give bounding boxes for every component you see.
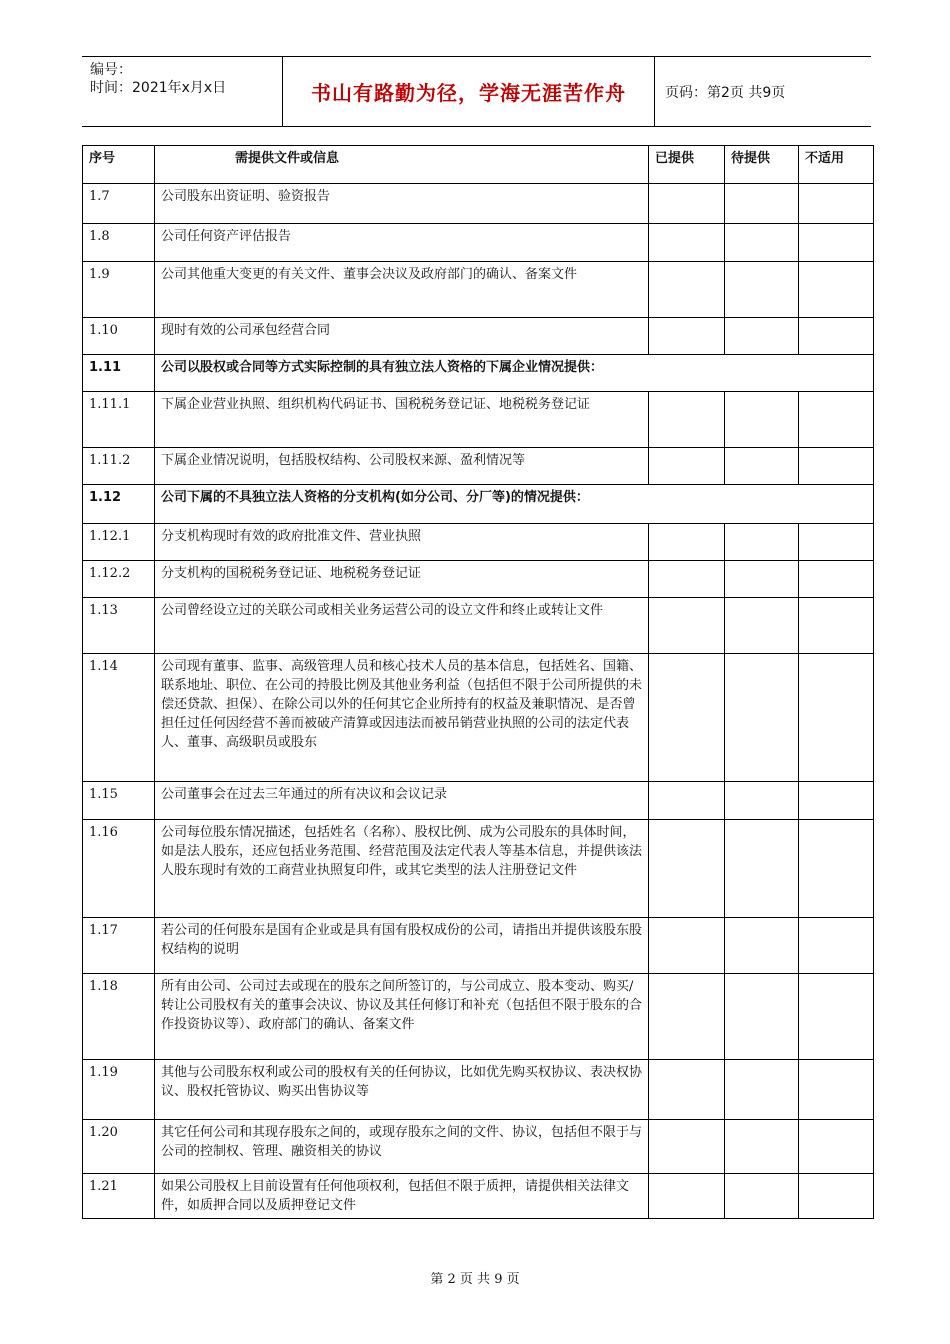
doc-number-label: 编号： [90, 62, 132, 78]
document-checklist-table [82, 145, 874, 1219]
row-description: 其它任何公司和其现存股东之间的，或现存股东之间的文件、协议，包括但不限于与公司的控制权、管理、融资相关的协议 [155, 1120, 649, 1174]
table-row [83, 224, 874, 262]
provided-cell[interactable] [649, 524, 725, 561]
section-title: 公司以股权或合同等方式实际控制的具有独立法人资格的下属企业情况提供： [155, 355, 874, 392]
pending-cell[interactable] [725, 820, 799, 918]
row-description: 现时有效的公司承包经营合同 [155, 318, 649, 355]
section-row [83, 355, 874, 392]
pending-cell[interactable] [725, 782, 799, 820]
table-row [83, 598, 874, 654]
row-description: 如果公司股权上目前设置有任何他项权利，包括但不限于质押，请提供相关法律文件，如质押合同以及质押登记文件 [155, 1174, 649, 1219]
page-footer: 第 2 页 共 9 页 [430, 1272, 520, 1287]
row-description: 分支机构的国税税务登记证、地税税务登记证 [155, 561, 649, 598]
row-number: 1.11.2 [83, 448, 155, 485]
column-header: 序号 [83, 146, 155, 184]
pending-cell[interactable] [725, 1120, 799, 1174]
row-description: 若公司的任何股东是国有企业或是具有国有股权成份的公司，请指出并提供该股东股权结构的说明 [155, 918, 649, 974]
row-description: 其他与公司股东权利或公司的股权有关的任何协议，比如优先购买权协议、表决权协议、股权托管协议、购买出售协议等 [155, 1060, 649, 1120]
row-description: 公司曾经设立过的关联公司或相关业务运营公司的设立文件和终止或转让文件 [155, 598, 649, 654]
table-row [83, 1174, 874, 1219]
provided-cell[interactable] [649, 918, 725, 974]
row-number: 1.8 [83, 224, 155, 262]
pending-cell[interactable] [725, 598, 799, 654]
provided-cell[interactable] [649, 782, 725, 820]
pending-cell[interactable] [725, 1060, 799, 1120]
not-applicable-cell[interactable] [799, 1174, 874, 1219]
provided-cell[interactable] [649, 1174, 725, 1219]
row-number: 1.12.2 [83, 561, 155, 598]
table-header-row [83, 146, 874, 184]
pending-cell[interactable] [725, 918, 799, 974]
pending-cell[interactable] [725, 1174, 799, 1219]
row-number: 1.7 [83, 184, 155, 224]
pending-cell[interactable] [725, 224, 799, 262]
table-row [83, 820, 874, 918]
row-number: 1.14 [83, 654, 155, 782]
not-applicable-cell[interactable] [799, 974, 874, 1060]
row-number: 1.13 [83, 598, 155, 654]
pending-cell[interactable] [725, 448, 799, 485]
row-description: 公司股东出资证明、验资报告 [155, 184, 649, 224]
not-applicable-cell[interactable] [799, 561, 874, 598]
table-row [83, 1120, 874, 1174]
table-row [83, 184, 874, 224]
not-applicable-cell[interactable] [799, 598, 874, 654]
row-number: 1.19 [83, 1060, 155, 1120]
column-header: 待提供 [725, 146, 799, 184]
row-description: 公司现有董事、监事、高级管理人员和核心技术人员的基本信息，包括姓名、国籍、联系地址、职位、在公司的持股比例及其他业务利益（包括但不限于公司所提供的未偿还贷款、担保）、在除公司以外的任何其它企业所持有的权益及兼职情况、是否曾担任过任何因经营不善而被破产清算或因违法而被吊销营业执照的公司的法定代表人、董事、高级职员或股东 [155, 654, 649, 782]
row-number: 1.10 [83, 318, 155, 355]
row-number: 1.17 [83, 918, 155, 974]
row-number: 1.11 [83, 355, 155, 392]
not-applicable-cell[interactable] [799, 184, 874, 224]
column-header: 需提供文件或信息 [155, 146, 649, 184]
pending-cell[interactable] [725, 392, 799, 448]
row-description: 下属企业情况说明，包括股权结构、公司股权来源、盈利情况等 [155, 448, 649, 485]
table-row [83, 561, 874, 598]
provided-cell[interactable] [649, 318, 725, 355]
row-description: 公司董事会在过去三年通过的所有决议和会议记录 [155, 782, 649, 820]
table-row [83, 1060, 874, 1120]
provided-cell[interactable] [649, 392, 725, 448]
not-applicable-cell[interactable] [799, 1120, 874, 1174]
header-meta [82, 57, 283, 126]
time-label: 时间：2021年x月x日 [90, 80, 227, 96]
table-row [83, 392, 874, 448]
not-applicable-cell[interactable] [799, 918, 874, 974]
pending-cell[interactable] [725, 654, 799, 782]
not-applicable-cell[interactable] [799, 392, 874, 448]
row-description: 公司每位股东情况描述，包括姓名（名称）、股权比例、成为公司股东的具体时间，如是法人股东，还应包括业务范围、经营范围及法定代表人等基本信息，并提供该法人股东现时有效的工商营业执照复印件，或其它类型的法人注册登记文件 [155, 820, 649, 918]
row-number: 1.20 [83, 1120, 155, 1174]
provided-cell[interactable] [649, 224, 725, 262]
not-applicable-cell[interactable] [799, 820, 874, 918]
pending-cell[interactable] [725, 561, 799, 598]
not-applicable-cell[interactable] [799, 782, 874, 820]
pending-cell[interactable] [725, 524, 799, 561]
table-row [83, 448, 874, 485]
row-number: 1.21 [83, 1174, 155, 1219]
table-row [83, 974, 874, 1060]
pending-cell[interactable] [725, 974, 799, 1060]
row-number: 1.18 [83, 974, 155, 1060]
row-description: 分支机构现时有效的政府批准文件、营业执照 [155, 524, 649, 561]
not-applicable-cell[interactable] [799, 262, 874, 318]
provided-cell[interactable] [649, 184, 725, 224]
provided-cell[interactable] [649, 654, 725, 782]
row-number: 1.11.1 [83, 392, 155, 448]
table-row [83, 782, 874, 820]
not-applicable-cell[interactable] [799, 318, 874, 355]
row-number: 1.12.1 [83, 524, 155, 561]
provided-cell[interactable] [649, 1060, 725, 1120]
not-applicable-cell[interactable] [799, 224, 874, 262]
row-number: 1.12 [83, 485, 155, 524]
not-applicable-cell[interactable] [799, 524, 874, 561]
provided-cell[interactable] [649, 820, 725, 918]
provided-cell[interactable] [649, 448, 725, 485]
provided-cell[interactable] [649, 561, 725, 598]
pending-cell[interactable] [725, 262, 799, 318]
table-row [83, 654, 874, 782]
page-header [82, 56, 871, 127]
column-header: 不适用 [799, 146, 874, 184]
row-number: 1.9 [83, 262, 155, 318]
column-header: 已提供 [649, 146, 725, 184]
row-description: 下属企业营业执照、组织机构代码证书、国税税务登记证、地税税务登记证 [155, 392, 649, 448]
row-number: 1.15 [83, 782, 155, 820]
pending-cell[interactable] [725, 184, 799, 224]
row-description: 所有由公司、公司过去或现在的股东之间所签订的，与公司成立、股本变动、购买/转让公司股权有关的董事会决议、协议及其任何修订和补充（包括但不限于股东的合作投资协议等）、政府部门的确认、备案文件 [155, 974, 649, 1060]
not-applicable-cell[interactable] [799, 448, 874, 485]
section-row [83, 485, 874, 524]
not-applicable-cell[interactable] [799, 1060, 874, 1120]
section-title: 公司下属的不具独立法人资格的分支机构(如分公司、分厂等)的情况提供： [155, 485, 874, 524]
provided-cell[interactable] [649, 974, 725, 1060]
header-page-code: 页码：第2页 共9页 [665, 84, 786, 101]
header-motto: 书山有路勤为径，学海无涯苦作舟 [283, 57, 655, 126]
row-number: 1.16 [83, 820, 155, 918]
provided-cell[interactable] [649, 1120, 725, 1174]
table-row [83, 524, 874, 561]
row-description: 公司其他重大变更的有关文件、董事会决议及政府部门的确认、备案文件 [155, 262, 649, 318]
table-row [83, 262, 874, 318]
table-row [83, 918, 874, 974]
provided-cell[interactable] [649, 598, 725, 654]
pending-cell[interactable] [725, 318, 799, 355]
row-description: 公司任何资产评估报告 [155, 224, 649, 262]
not-applicable-cell[interactable] [799, 654, 874, 782]
provided-cell[interactable] [649, 262, 725, 318]
table-row [83, 318, 874, 355]
